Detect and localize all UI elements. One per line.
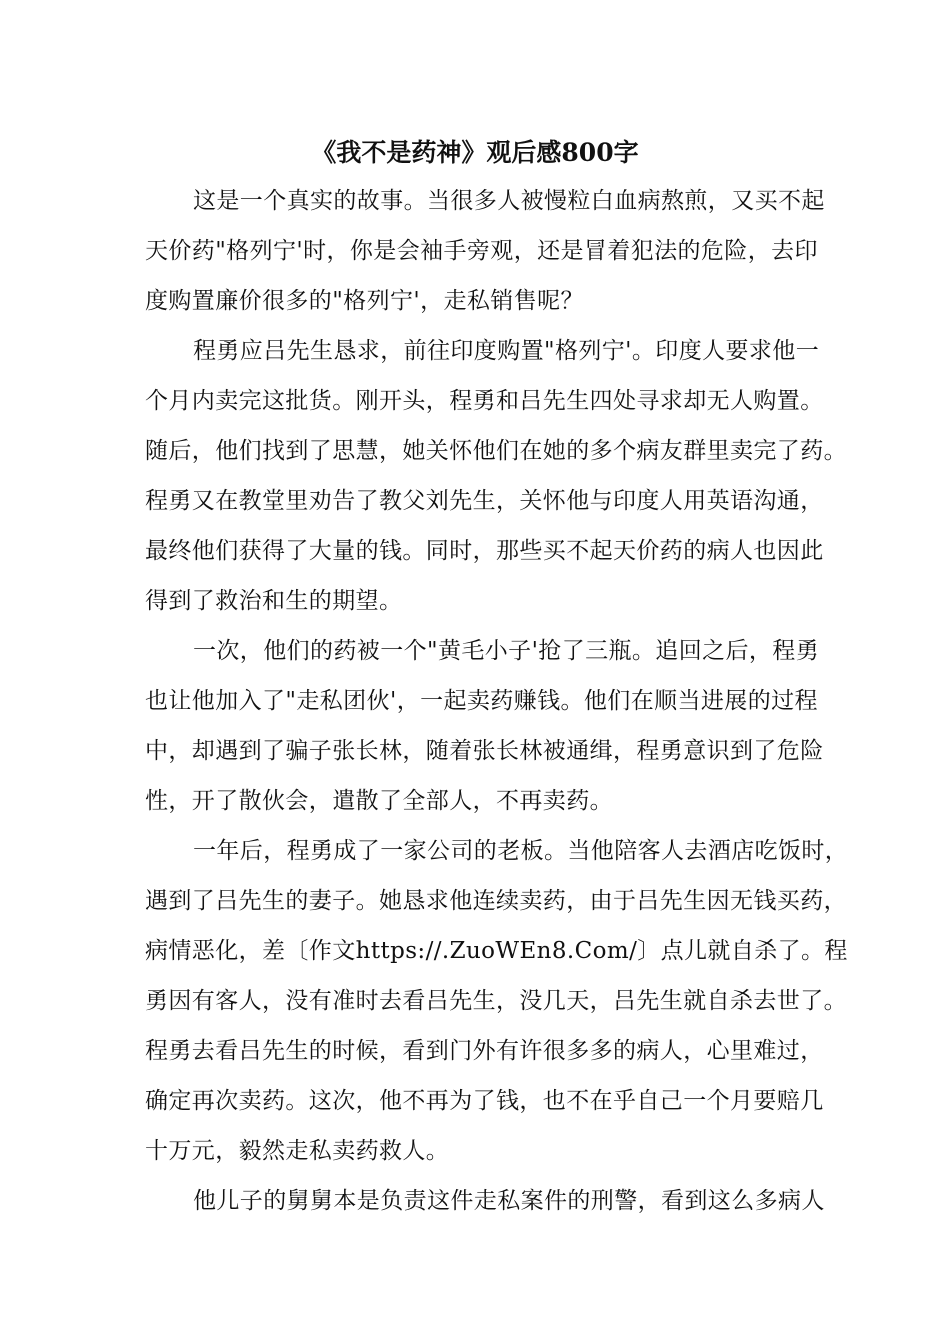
text-line: 得到了救治和生的期望。 bbox=[145, 588, 403, 614]
text-line: 他儿子的舅舅本是负责这件走私案件的刑警，看到这么多病人 bbox=[193, 1188, 825, 1214]
text-line: 程勇又在教堂里劝告了教父刘先生，关怀他与印度人用英语沟通， bbox=[145, 488, 824, 514]
text-line: 度购置廉价很多的"格列宁'，走私销售呢？ bbox=[145, 288, 584, 314]
text-line: 程勇去看吕先生的时候，看到门外有许很多多的病人，心里难过， bbox=[145, 1038, 824, 1064]
text-line: 一次，他们的药被一个"黄毛小子'抢了三瓶。追回之后，程勇 bbox=[193, 638, 820, 664]
text-line: 个月内卖完这批货。刚开头，程勇和吕先生四处寻求却无人购置。 bbox=[145, 388, 824, 414]
text-line: 这是一个真实的故事。当很多人被慢粒白血病熬煎，又买不起 bbox=[193, 188, 825, 214]
text-line: 性，开了散伙会，遣散了全部人，不再卖药。 bbox=[145, 788, 613, 814]
document-title: 《我不是药神》观后感800字 bbox=[311, 138, 639, 167]
text-line: 中，却遇到了骗子张长林，随着张长林被通缉，程勇意识到了危险 bbox=[145, 738, 824, 764]
text-line: 勇因有客人，没有准时去看吕先生，没几天，吕先生就自杀去世了。 bbox=[145, 988, 847, 1014]
text-line: 也让他加入了"走私团伙'，一起卖药赚钱。他们在顺当进展的过程 bbox=[145, 688, 818, 714]
text-line: 程勇应吕先生恳求，前往印度购置"格列宁'。印度人要求他一 bbox=[193, 338, 820, 364]
text-line: 病情恶化，差〔作文https://.ZuoWEn8.Com/〕点儿就自杀了。程 bbox=[145, 938, 848, 964]
text-line: 最终他们获得了大量的钱。同时，那些买不起天价药的病人也因此 bbox=[145, 538, 824, 564]
text-line: 十万元，毅然走私卖药救人。 bbox=[145, 1138, 450, 1164]
text-line: 遇到了吕先生的妻子。她恳求他连续卖药，由于吕先生因无钱买药， bbox=[145, 888, 847, 914]
text-line: 随后，他们找到了思慧，她关怀他们在她的多个病友群里卖完了药。 bbox=[145, 438, 847, 464]
text-line: 一年后，程勇成了一家公司的老板。当他陪客人去酒店吃饭时， bbox=[193, 838, 849, 864]
text-line: 天价药"格列宁'时，你是会袖手旁观，还是冒着犯法的危险，去印 bbox=[145, 238, 818, 264]
text-line: 确定再次卖药。这次，他不再为了钱，也不在乎自己一个月要赔几 bbox=[145, 1088, 824, 1114]
